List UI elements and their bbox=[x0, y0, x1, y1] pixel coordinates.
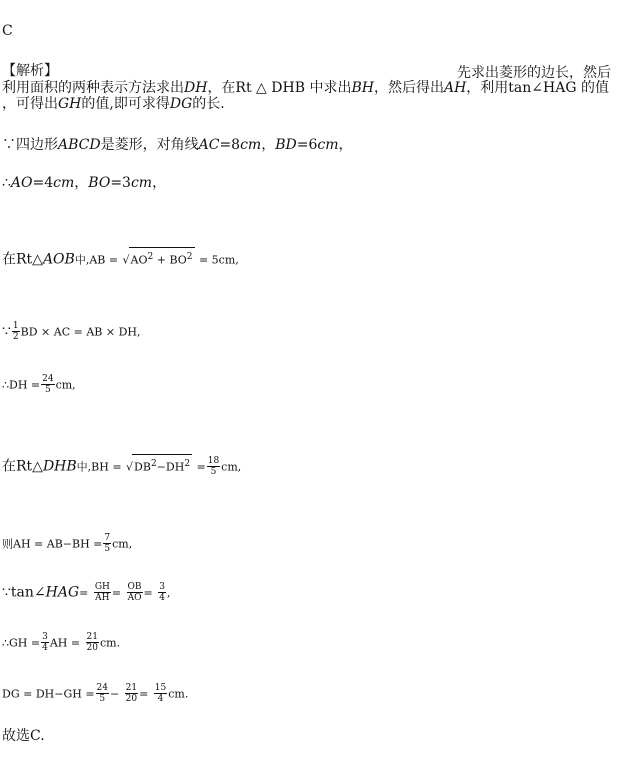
final-answer: 故选C. bbox=[2, 728, 45, 744]
step-bh: 在Rt△DHB中$,BH = √DB^2-DH^2$ = $\frac{18}{5}$ cm, bbox=[2, 454, 241, 477]
step-dg: DG = DH−GH = $\frac{24}{5}$ − $\frac{21}{20}$ = $\frac{15}{4}$ cm. bbox=[2, 683, 189, 704]
step-ah: 则AH = AB−BH = $\frac{7}{5}$ cm, bbox=[2, 533, 133, 554]
analysis-label: 【解析】 bbox=[2, 63, 58, 79]
step-ao-bo: ∴AO=4cm，BO=3cm， bbox=[2, 175, 167, 191]
step-dh: ∴DH = $\frac{24}{5}$ cm, bbox=[2, 374, 76, 395]
step-ab: 在Rt△AOB中$,AB = √AO^2 + BO^2 = 5cm$, bbox=[2, 247, 239, 270]
answer-letter: C bbox=[2, 23, 13, 39]
step-area: ∵ $\frac{1}{2}$ BD × AC = AB × DH, bbox=[2, 321, 141, 342]
step-tan: ∵tan∠HAG= $\frac{GH}{AH}$ = $\frac{OB}{AO}$ = $\frac{3}{4}$ , bbox=[2, 582, 171, 603]
analysis-intro: 先求出菱形的边长，然后 bbox=[457, 65, 611, 81]
analysis-line-3: ，可得出GH的值,即可求得DG的长. bbox=[2, 96, 225, 112]
step-rhombus: ∵四边形ABCD是菱形，对角线AC=8cm，BD=6cm， bbox=[2, 137, 353, 153]
analysis-line-2: 利用面积的两种表示方法求出DH，在Rt △ DHB 中求出BH，然后得出AH，利用tan∠HAG 的值 bbox=[2, 80, 609, 96]
step-gh: ∴GH = $\frac{3}{4}$ AH = $\frac{21}{20}$ cm. bbox=[2, 632, 121, 653]
